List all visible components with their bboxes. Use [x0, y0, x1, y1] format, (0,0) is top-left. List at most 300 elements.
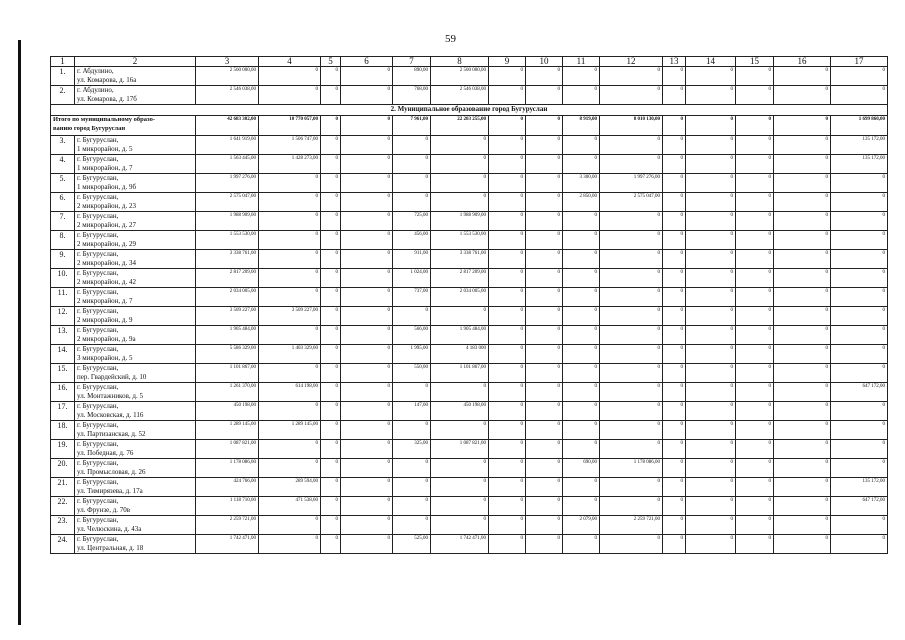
header-row: [51, 57, 888, 67]
value-cell: 3 300,00: [563, 174, 600, 193]
value-cell: 0: [526, 212, 563, 231]
value-cell: 0: [526, 421, 563, 440]
address-street: ул. Партизанская, д. 52: [77, 429, 146, 438]
value-cell: 0: [736, 250, 774, 269]
total-row: [51, 116, 888, 136]
value-cell: 911,00: [393, 250, 431, 269]
value-cell: 0: [321, 67, 341, 86]
value-cell: 0: [736, 67, 774, 86]
total-value-cell: 0: [736, 116, 774, 136]
total-value-cell: 8 010 130,00: [600, 116, 663, 136]
value-cell: 0: [259, 193, 321, 212]
table-row: [51, 383, 888, 402]
value-cell: 135 172,00: [831, 136, 888, 155]
value-cell: 2 546 038,00: [431, 86, 489, 105]
value-cell: 0: [341, 326, 393, 345]
address-cell: [75, 440, 196, 459]
total-value-cell: 0: [686, 116, 736, 136]
value-cell: 135 172,00: [831, 478, 888, 497]
value-cell: 0: [259, 459, 321, 478]
address-cell: [75, 174, 196, 193]
value-cell: 0: [600, 402, 663, 421]
value-cell: 1 997 276,00: [600, 174, 663, 193]
value-cell: 0: [736, 440, 774, 459]
value-cell: 0: [600, 478, 663, 497]
value-cell: 2 500 000,00: [196, 67, 259, 86]
address-city: г. Бугуруслан,: [77, 345, 119, 353]
address-city: г. Бугуруслан,: [77, 421, 119, 429]
value-cell: 1 289 145,00: [259, 421, 321, 440]
address-street: ул. Челюскина, д. 43а: [77, 524, 142, 533]
address-cell: [75, 212, 196, 231]
value-cell: 0: [526, 307, 563, 326]
value-cell: 3 509 227,00: [259, 307, 321, 326]
address-city: г. Бугуруслан,: [77, 307, 119, 315]
value-cell: 0: [526, 193, 563, 212]
value-cell: 0: [489, 86, 526, 105]
value-cell: 690,00: [563, 459, 600, 478]
value-cell: 0: [600, 345, 663, 364]
value-cell: 1 261 370,00: [196, 383, 259, 402]
value-cell: 1 087 821,00: [196, 440, 259, 459]
value-cell: 0: [489, 345, 526, 364]
row-number: 7.: [51, 212, 75, 231]
value-cell: 0: [259, 288, 321, 307]
value-cell: 0: [774, 440, 831, 459]
value-cell: 1 995,00: [393, 345, 431, 364]
address-cell: [75, 326, 196, 345]
value-cell: 0: [600, 231, 663, 250]
total-value-cell: 0: [526, 116, 563, 136]
value-cell: 0: [393, 174, 431, 193]
value-cell: 0: [489, 383, 526, 402]
value-cell: 0: [663, 383, 686, 402]
value-cell: 0: [341, 440, 393, 459]
value-cell: 0: [563, 421, 600, 440]
value-cell: 0: [526, 155, 563, 174]
value-cell: 0: [563, 383, 600, 402]
value-cell: 0: [600, 440, 663, 459]
address-street: 1 микрорайон, д. 7: [77, 163, 133, 172]
value-cell: 0: [489, 155, 526, 174]
value-cell: 1 118 710,00: [196, 497, 259, 516]
value-cell: 0: [489, 440, 526, 459]
value-cell: 456,00: [393, 231, 431, 250]
value-cell: 0: [774, 86, 831, 105]
value-cell: 0: [663, 421, 686, 440]
column-header: 11: [563, 57, 600, 67]
value-cell: 0: [831, 516, 888, 535]
address-street: 2 микрорайон, д. 29: [77, 239, 136, 248]
value-cell: 1 988 909,00: [431, 212, 489, 231]
value-cell: 0: [831, 86, 888, 105]
table-row: [51, 269, 888, 288]
value-cell: 0: [663, 231, 686, 250]
value-cell: 0: [663, 535, 686, 554]
value-cell: 614 198,00: [259, 383, 321, 402]
value-cell: 0: [774, 212, 831, 231]
value-cell: 0: [686, 383, 736, 402]
row-number: 20.: [51, 459, 75, 478]
value-cell: 0: [341, 231, 393, 250]
table-row: [51, 535, 888, 554]
row-number: 5.: [51, 174, 75, 193]
address-street: ул. Промысловая, д. 26: [77, 467, 146, 476]
value-cell: 1 428 273,00: [259, 155, 321, 174]
value-cell: 0: [489, 174, 526, 193]
value-cell: 0: [600, 136, 663, 155]
value-cell: 0: [600, 269, 663, 288]
address-street: ул. Победная, д. 76: [77, 448, 134, 457]
address-street: 1 микрорайон, д. 9б: [77, 182, 137, 191]
table-row: [51, 174, 888, 193]
value-cell: 1 997 276,00: [196, 174, 259, 193]
value-cell: 0: [341, 516, 393, 535]
value-cell: 471 538,00: [259, 497, 321, 516]
value-cell: 0: [831, 364, 888, 383]
address-city: г. Бугуруслан,: [77, 326, 119, 334]
value-cell: 0: [663, 67, 686, 86]
value-cell: 0: [736, 421, 774, 440]
value-cell: 0: [563, 440, 600, 459]
address-street: ул. Комарова, д. 17б: [77, 94, 137, 103]
value-cell: 0: [489, 250, 526, 269]
value-cell: 0: [489, 307, 526, 326]
value-cell: 2 034 005,00: [431, 288, 489, 307]
value-cell: 0: [600, 364, 663, 383]
value-cell: 0: [831, 288, 888, 307]
value-cell: 0: [600, 67, 663, 86]
value-cell: 0: [774, 288, 831, 307]
value-cell: 0: [663, 269, 686, 288]
value-cell: 0: [259, 86, 321, 105]
value-cell: 0: [259, 250, 321, 269]
address-cell: [75, 67, 196, 86]
table-row: [51, 307, 888, 326]
value-cell: 0: [321, 326, 341, 345]
value-cell: 0: [431, 478, 489, 497]
value-cell: 0: [321, 478, 341, 497]
value-cell: 0: [831, 421, 888, 440]
value-cell: 0: [341, 478, 393, 497]
value-cell: 0: [600, 155, 663, 174]
value-cell: 0: [526, 516, 563, 535]
value-cell: 0: [663, 345, 686, 364]
address-cell: [75, 288, 196, 307]
value-cell: 0: [526, 497, 563, 516]
address-cell: [75, 269, 196, 288]
total-value-cell: 1 699 860,00: [831, 116, 888, 136]
row-number: 9.: [51, 250, 75, 269]
value-cell: 0: [341, 383, 393, 402]
column-header: 15: [736, 57, 774, 67]
value-cell: 2 034 005,00: [196, 288, 259, 307]
row-number: 2.: [51, 86, 75, 105]
value-cell: 0: [431, 497, 489, 516]
value-cell: 0: [736, 364, 774, 383]
table-row: [51, 67, 888, 86]
value-cell: 450 198,00: [431, 402, 489, 421]
value-cell: 0: [341, 497, 393, 516]
address-cell: [75, 155, 196, 174]
value-cell: 0: [341, 459, 393, 478]
value-cell: 2 575 047,00: [600, 193, 663, 212]
value-cell: 0: [736, 478, 774, 497]
value-cell: 0: [321, 440, 341, 459]
value-cell: 0: [341, 250, 393, 269]
value-cell: 0: [774, 421, 831, 440]
value-cell: 0: [736, 231, 774, 250]
value-cell: 0: [736, 174, 774, 193]
value-cell: 0: [663, 326, 686, 345]
value-cell: 1 905 484,00: [196, 326, 259, 345]
total-value-cell: 22 203 255,00: [431, 116, 489, 136]
value-cell: 0: [259, 174, 321, 193]
value-cell: 0: [393, 155, 431, 174]
row-number: 24.: [51, 535, 75, 554]
value-cell: 0: [321, 497, 341, 516]
value-cell: 768,00: [393, 86, 431, 105]
value-cell: 0: [341, 288, 393, 307]
value-cell: 0: [489, 212, 526, 231]
address-cell: [75, 516, 196, 535]
value-cell: 0: [489, 497, 526, 516]
value-cell: 0: [600, 497, 663, 516]
value-cell: 0: [489, 459, 526, 478]
value-cell: 0: [686, 459, 736, 478]
value-cell: 0: [526, 136, 563, 155]
value-cell: 0: [526, 86, 563, 105]
value-cell: 0: [736, 155, 774, 174]
address-cell: [75, 250, 196, 269]
value-cell: 0: [563, 155, 600, 174]
row-number: 3.: [51, 136, 75, 155]
value-cell: 890,00: [393, 67, 431, 86]
value-cell: 1 742 471,00: [431, 535, 489, 554]
value-cell: 0: [563, 136, 600, 155]
value-cell: 0: [341, 269, 393, 288]
value-cell: 0: [686, 307, 736, 326]
value-cell: 0: [563, 345, 600, 364]
value-cell: 0: [663, 402, 686, 421]
address-cell: [75, 231, 196, 250]
table-row: [51, 86, 888, 105]
value-cell: 0: [259, 67, 321, 86]
value-cell: 0: [526, 383, 563, 402]
total-value-cell: 7 961,00: [393, 116, 431, 136]
left-margin-bar: [18, 40, 21, 625]
value-cell: 0: [321, 345, 341, 364]
value-cell: 0: [489, 269, 526, 288]
address-city: г. Бугуруслан,: [77, 516, 119, 524]
address-city: г. Бугуруслан,: [77, 535, 119, 543]
value-cell: 0: [686, 345, 736, 364]
value-cell: 0: [393, 307, 431, 326]
total-value-cell: 0: [774, 116, 831, 136]
address-city: г. Бугуруслан,: [77, 212, 119, 220]
section-title: 2. Муниципальное образование город Бугуруслан: [51, 105, 888, 116]
value-cell: 0: [686, 402, 736, 421]
value-cell: 1 553 530,00: [431, 231, 489, 250]
value-cell: 0: [563, 269, 600, 288]
row-number: 15.: [51, 364, 75, 383]
value-cell: 0: [686, 364, 736, 383]
value-cell: 0: [686, 193, 736, 212]
address-cell: [75, 345, 196, 364]
value-cell: 0: [341, 155, 393, 174]
value-cell: 0: [686, 86, 736, 105]
table-row: [51, 193, 888, 212]
value-cell: 0: [321, 288, 341, 307]
address-cell: [75, 478, 196, 497]
value-cell: 0: [321, 459, 341, 478]
value-cell: 0: [526, 231, 563, 250]
value-cell: 0: [563, 497, 600, 516]
value-cell: 1 988 909,00: [196, 212, 259, 231]
address-street: 2 микрорайон, д. 42: [77, 277, 136, 286]
row-number: 18.: [51, 421, 75, 440]
total-value-cell: 42 683 302,00: [196, 116, 259, 136]
column-header: 9: [489, 57, 526, 67]
address-city: г. Бугуруслан,: [77, 364, 119, 372]
value-cell: 0: [563, 231, 600, 250]
value-cell: 0: [341, 136, 393, 155]
value-cell: 0: [489, 402, 526, 421]
value-cell: 0: [663, 288, 686, 307]
address-street: 2 микрорайон, д. 23: [77, 201, 136, 210]
value-cell: 725,00: [393, 212, 431, 231]
value-cell: 0: [489, 231, 526, 250]
row-number: 14.: [51, 345, 75, 364]
page-number: 59: [445, 33, 456, 45]
value-cell: 0: [259, 212, 321, 231]
column-header: 13: [663, 57, 686, 67]
value-cell: 0: [774, 231, 831, 250]
value-cell: 1 178 086,00: [196, 459, 259, 478]
value-cell: 0: [431, 383, 489, 402]
value-cell: 0: [431, 307, 489, 326]
row-number: 17.: [51, 402, 75, 421]
value-cell: 0: [321, 136, 341, 155]
address-city: г. Бугуруслан,: [77, 288, 119, 296]
value-cell: 0: [321, 516, 341, 535]
value-cell: 0: [831, 193, 888, 212]
value-cell: 0: [663, 136, 686, 155]
value-cell: 0: [663, 212, 686, 231]
value-cell: 0: [393, 136, 431, 155]
value-cell: 0: [321, 212, 341, 231]
row-number: 16.: [51, 383, 75, 402]
value-cell: 3 509 227,00: [196, 307, 259, 326]
value-cell: 0: [774, 383, 831, 402]
value-cell: 2 079,00: [563, 516, 600, 535]
value-cell: 0: [341, 307, 393, 326]
value-cell: 0: [321, 364, 341, 383]
total-label-line2: ванию город Бугуруслан: [53, 124, 126, 132]
value-cell: 0: [489, 478, 526, 497]
column-header: 2: [75, 57, 196, 67]
value-cell: 1 905 484,00: [431, 326, 489, 345]
value-cell: 0: [393, 459, 431, 478]
value-cell: 0: [831, 231, 888, 250]
value-cell: 0: [259, 440, 321, 459]
table-row: [51, 459, 888, 478]
value-cell: 0: [663, 516, 686, 535]
address-cell: [75, 535, 196, 554]
row-number: 12.: [51, 307, 75, 326]
value-cell: 0: [831, 174, 888, 193]
value-cell: 0: [686, 155, 736, 174]
value-cell: 0: [563, 250, 600, 269]
value-cell: 0: [831, 212, 888, 231]
address-city: г. Бугуруслан,: [77, 250, 119, 258]
value-cell: 0: [600, 421, 663, 440]
address-street: ул. Фрунзе, д. 70в: [77, 505, 131, 514]
value-cell: 0: [774, 516, 831, 535]
value-cell: 737,00: [393, 288, 431, 307]
value-cell: 0: [526, 288, 563, 307]
total-value-cell: 0: [663, 116, 686, 136]
table-row: [51, 364, 888, 383]
address-street: ул. Московская, д. 116: [77, 410, 144, 419]
value-cell: 0: [774, 269, 831, 288]
value-cell: 1 553 530,00: [196, 231, 259, 250]
column-header: 1: [51, 57, 75, 67]
value-cell: 0: [686, 440, 736, 459]
column-header: 7: [393, 57, 431, 67]
value-cell: 525,00: [393, 535, 431, 554]
total-label-line1: Итого по муниципальному образо-: [53, 116, 156, 123]
value-cell: 1 742 471,00: [196, 535, 259, 554]
value-cell: 0: [341, 345, 393, 364]
address-street: 2 микрорайон, д. 34: [77, 258, 136, 267]
value-cell: 0: [563, 364, 600, 383]
table-row: [51, 288, 888, 307]
value-cell: 0: [600, 250, 663, 269]
value-cell: 0: [431, 155, 489, 174]
value-cell: 0: [526, 269, 563, 288]
value-cell: 3 338 761,00: [196, 250, 259, 269]
value-cell: 1 178 086,00: [600, 459, 663, 478]
value-cell: 0: [831, 269, 888, 288]
value-cell: 0: [321, 86, 341, 105]
table-row: [51, 231, 888, 250]
value-cell: 0: [736, 326, 774, 345]
address-city: г. Бугуруслан,: [77, 497, 119, 505]
value-cell: 0: [686, 250, 736, 269]
value-cell: 135 172,00: [831, 155, 888, 174]
value-cell: 0: [341, 402, 393, 421]
column-header: 14: [686, 57, 736, 67]
value-cell: 2 500 000,00: [431, 67, 489, 86]
value-cell: 0: [563, 86, 600, 105]
value-cell: 0: [736, 535, 774, 554]
value-cell: 0: [774, 478, 831, 497]
value-cell: 0: [563, 326, 600, 345]
value-cell: 0: [831, 459, 888, 478]
value-cell: 0: [489, 516, 526, 535]
value-cell: 0: [774, 174, 831, 193]
row-number: 23.: [51, 516, 75, 535]
value-cell: 0: [686, 326, 736, 345]
value-cell: 550,00: [393, 364, 431, 383]
address-city: г. Бугуруслан,: [77, 193, 119, 201]
value-cell: 1 563 445,00: [196, 155, 259, 174]
value-cell: 325,00: [393, 440, 431, 459]
value-cell: 0: [393, 421, 431, 440]
column-header: 16: [774, 57, 831, 67]
column-header: 4: [259, 57, 321, 67]
